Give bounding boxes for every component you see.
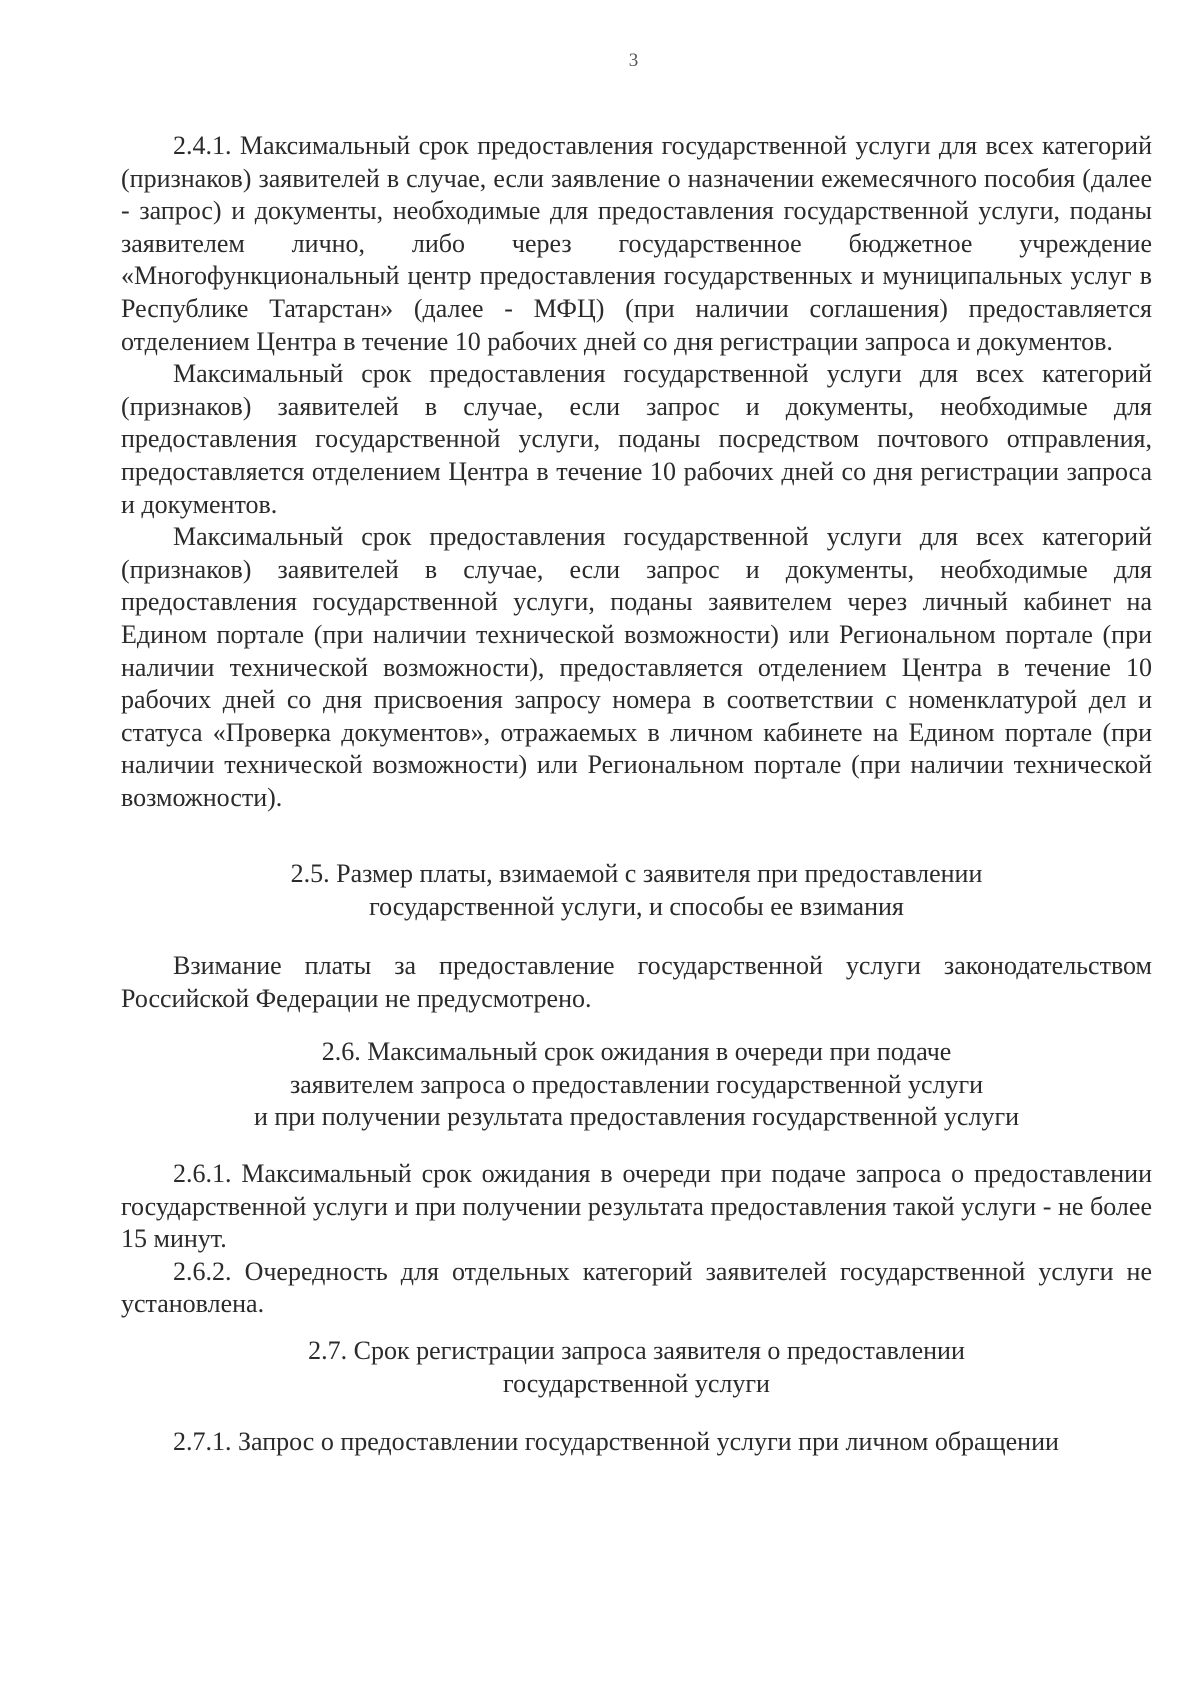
paragraph: 2.6.2. Очередность для отдельных категорий заявителей государственной услуги не установлена. [121,1256,1152,1319]
heading-line: государственной услуги [503,1368,770,1398]
heading-line: 2.5. Размер платы, взимаемой с заявителя при предоставлении [290,859,983,888]
heading-line: 2.6. Максимальный срок ожидания в очереди при подаче [321,1037,952,1066]
paragraph: 2.7.1. Запрос о предоставлении государственной услуги при личном обращении [173,1427,1059,1456]
heading-line: и при получении результата предоставления государственной услуги [253,1102,1020,1132]
paragraph: Максимальный срок предоставления государственной услуги для всех категорий (признаков) заявителей в случае, если запрос и документы, необходимые для предоставления государственной услуги, поданы посредством почтового отправления, предоставляется отделением Центра в течение 10 рабочих дней со дня регистрации запроса и документов. [121,359,1152,519]
section-heading-2-7 [121,1335,1152,1400]
section-heading-2-5 [121,858,1152,923]
section-2-6-text [121,1158,1152,1321]
section-heading-2-6 [121,1036,1152,1134]
section-2-5-text [121,950,1152,1015]
paragraph: Максимальный срок предоставления государственной услуги для всех категорий (признаков) заявителей в случае, если запрос и документы, необходимые для предоставления государственной услуги, поданы заявителем через личный кабинет на Едином портале (при наличии технической возможности) или Региональном портале (при наличии технической возможности), предоставляется отделением Центра в течение 10 рабочих дней со дня присвоения запросу номера в соответствии с номенклатурой дел и статуса «Проверка документов», отражаемых в личном кабинете на Едином портале (при наличии технической возможности) или Региональном портале (при наличии технической возможности). [121,522,1152,812]
page-number: 3 [628,50,639,71]
section-2-4-1 [121,130,1152,814]
section-2-7-1 [121,1426,1152,1459]
paragraph: 2.6.1. Максимальный срок ожидания в очереди при подаче запроса о предоставлении государственной услуги и при получении результата предоставления такой услуги - не более 15 минут. [121,1159,1152,1254]
paragraph: Взимание платы за предоставление государственной услуги законодательством Российской Федерации не предусмотрено. [121,951,1152,1013]
heading-line: государственной услуги, и способы ее взимания [369,891,904,921]
heading-line: 2.7. Срок регистрации запроса заявителя о предоставлении [308,1336,965,1365]
heading-line: заявителем запроса о предоставлении государственной услуги [289,1069,984,1099]
paragraph: 2.4.1. Максимальный срок предоставления государственной услуги для всех категорий (признаков) заявителей в случае, если заявление о назначении ежемесячного пособия (далее - запрос) и документы, необходимые для предоставления государственной услуги, поданы заявителем лично, либо через государственное бюджетное учреждение «Многофункциональный центр предоставления государственных и муниципальных услуг в Республике Татарстан» (далее - МФЦ) (при наличии соглашения) предоставляется отделением Центра в течение 10 рабочих дней со дня регистрации запроса и документов. [121,131,1152,356]
